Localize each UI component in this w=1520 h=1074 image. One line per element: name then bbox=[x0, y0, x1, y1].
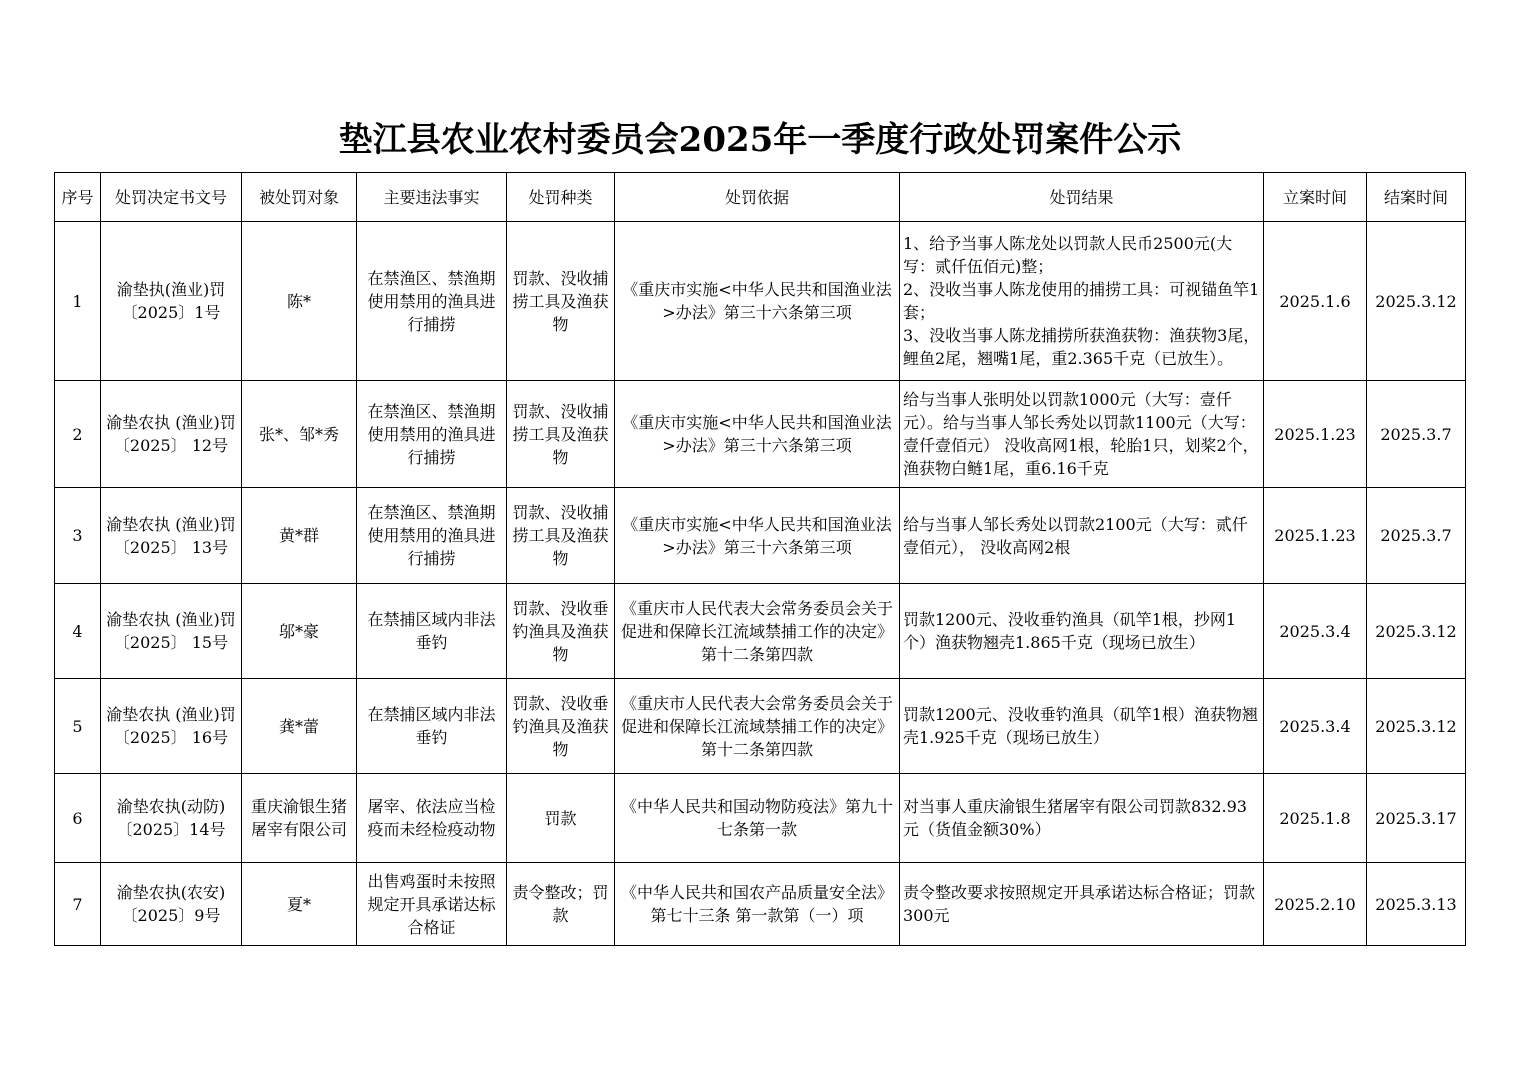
cell-party: 夏* bbox=[242, 863, 357, 946]
cell-party: 重庆渝银生猪屠宰有限公司 bbox=[242, 774, 357, 863]
cell-closed: 2025.3.17 bbox=[1367, 774, 1466, 863]
cell-party: 邬*豪 bbox=[242, 584, 357, 679]
cell-doc: 渝垫农执 (渔业)罚〔2025〕 13号 bbox=[101, 488, 242, 584]
header-no: 序号 bbox=[55, 173, 101, 222]
table-row bbox=[55, 381, 1466, 488]
cell-party: 黄*群 bbox=[242, 488, 357, 584]
cell-no: 5 bbox=[55, 679, 101, 774]
cell-basis: 《重庆市实施<中华人民共和国渔业法>办法》第三十六条第三项 bbox=[615, 488, 900, 584]
cell-facts: 在禁捕区域内非法垂钓 bbox=[357, 584, 507, 679]
header-party: 被处罚对象 bbox=[242, 173, 357, 222]
cell-result: 对当事人重庆渝银生猪屠宰有限公司罚款832.93元（货值金额30%） bbox=[900, 774, 1264, 863]
cell-filed: 2025.1.23 bbox=[1264, 381, 1367, 488]
cell-basis: 《中华人民共和国动物防疫法》第九十七条第一款 bbox=[615, 774, 900, 863]
cell-filed: 2025.1.6 bbox=[1264, 222, 1367, 381]
cell-basis: 《重庆市实施<中华人民共和国渔业法>办法》第三十六条第三项 bbox=[615, 222, 900, 381]
table-row bbox=[55, 774, 1466, 863]
cell-doc: 渝垫农执(农安)〔2025〕9号 bbox=[101, 863, 242, 946]
cell-facts: 在禁捕区域内非法垂钓 bbox=[357, 679, 507, 774]
cell-type: 责令整改；罚款 bbox=[507, 863, 615, 946]
cell-result bbox=[900, 381, 1264, 488]
header-basis: 处罚依据 bbox=[615, 173, 900, 222]
cell-doc: 渝垫农执 (渔业)罚〔2025〕 12号 bbox=[101, 381, 242, 488]
cell-closed: 2025.3.12 bbox=[1367, 679, 1466, 774]
cell-type: 罚款、没收垂钓渔具及渔获物 bbox=[507, 584, 615, 679]
cell-doc: 渝垫农执 (渔业)罚〔2025〕 15号 bbox=[101, 584, 242, 679]
header-doc: 处罚决定书文号 bbox=[101, 173, 242, 222]
cell-doc: 渝垫执(渔业)罚〔2025〕1号 bbox=[101, 222, 242, 381]
cell-filed: 2025.3.4 bbox=[1264, 584, 1367, 679]
table-row bbox=[55, 584, 1466, 679]
cell-type: 罚款 bbox=[507, 774, 615, 863]
cell-result: 罚款1200元、没收垂钓渔具（矶竿1根，抄网1个）渔获物翘壳1.865千克（现场已放生） bbox=[900, 584, 1264, 679]
table-row bbox=[55, 222, 1466, 381]
header-filed: 立案时间 bbox=[1264, 173, 1367, 222]
table-row bbox=[55, 863, 1466, 946]
cell-doc: 渝垫农执 (渔业)罚〔2025〕 16号 bbox=[101, 679, 242, 774]
cell-closed: 2025.3.12 bbox=[1367, 584, 1466, 679]
cell-filed: 2025.3.4 bbox=[1264, 679, 1367, 774]
cell-basis: 《中华人民共和国农产品质量安全法》第七十三条 第一款第（一）项 bbox=[615, 863, 900, 946]
header-result: 处罚结果 bbox=[900, 173, 1264, 222]
cell-no: 6 bbox=[55, 774, 101, 863]
cell-no: 2 bbox=[55, 381, 101, 488]
cell-result bbox=[900, 222, 1264, 381]
cell-facts: 在禁渔区、禁渔期使用禁用的渔具进行捕捞 bbox=[357, 222, 507, 381]
cell-no: 7 bbox=[55, 863, 101, 946]
cell-type: 罚款、没收捕捞工具及渔获物 bbox=[507, 222, 615, 381]
cell-result: 罚款1200元、没收垂钓渔具（矶竿1根）渔获物翘壳1.925千克（现场已放生） bbox=[900, 679, 1264, 774]
cell-result: 给与当事人邹长秀处以罚款2100元（大写：贰仟壹佰元）， 没收高网2根 bbox=[900, 488, 1264, 584]
cell-closed: 2025.3.13 bbox=[1367, 863, 1466, 946]
cell-party: 张*、邹*秀 bbox=[242, 381, 357, 488]
cell-no: 3 bbox=[55, 488, 101, 584]
cell-party: 陈* bbox=[242, 222, 357, 381]
cell-facts: 在禁渔区、禁渔期使用禁用的渔具进行捕捞 bbox=[357, 488, 507, 584]
cell-result-text: 给与当事人张明处以罚款1000元（大写：壹仟元）。给与当事人邹长秀处以罚款1100元（大写：壹仟壹佰元） 没收高网1根，轮胎1只，划桨2个，渔获物白鲢1尾，重6.16千克 bbox=[903, 390, 1259, 478]
cell-result: 责令整改要求按照规定开具承诺达标合格证；罚款300元 bbox=[900, 863, 1264, 946]
table-row bbox=[55, 679, 1466, 774]
cell-filed: 2025.2.10 bbox=[1264, 863, 1367, 946]
cell-result-text: 1、给予当事人陈龙处以罚款人民币2500元(大写：贰仟伍佰元)整； 2、没收当事人陈龙使用的捕捞工具：可视锚鱼竿1套； 3、没收当事人陈龙捕捞所获渔获物：渔获物3尾，鲤鱼2尾，翘嘴1尾，重2.365千克（已放生）。 bbox=[903, 234, 1260, 368]
cell-closed: 2025.3.7 bbox=[1367, 488, 1466, 584]
cell-basis: 《重庆市实施<中华人民共和国渔业法>办法》第三十六条第三项 bbox=[615, 381, 900, 488]
cell-type: 罚款、没收垂钓渔具及渔获物 bbox=[507, 679, 615, 774]
cell-filed: 2025.1.23 bbox=[1264, 488, 1367, 584]
cell-filed: 2025.1.8 bbox=[1264, 774, 1367, 863]
cell-type: 罚款、没收捕捞工具及渔获物 bbox=[507, 488, 615, 584]
cell-basis: 《重庆市人民代表大会常务委员会关于促进和保障长江流域禁捕工作的决定》第十二条第四款 bbox=[615, 679, 900, 774]
cell-facts: 出售鸡蛋时未按照规定开具承诺达标合格证 bbox=[357, 863, 507, 946]
cell-closed: 2025.3.7 bbox=[1367, 381, 1466, 488]
cell-facts: 在禁渔区、禁渔期使用禁用的渔具进行捕捞 bbox=[357, 381, 507, 488]
page-title: 垫江县农业农村委员会2025年一季度行政处罚案件公示 bbox=[338, 120, 1182, 160]
header-type: 处罚种类 bbox=[507, 173, 615, 222]
cell-type: 罚款、没收捕捞工具及渔获物 bbox=[507, 381, 615, 488]
penalty-cases-table bbox=[54, 172, 1466, 946]
cell-no: 1 bbox=[55, 222, 101, 381]
cell-party: 龚*蕾 bbox=[242, 679, 357, 774]
table-row bbox=[55, 488, 1466, 584]
header-closed: 结案时间 bbox=[1367, 173, 1466, 222]
cell-no: 4 bbox=[55, 584, 101, 679]
header-facts: 主要违法事实 bbox=[357, 173, 507, 222]
cell-closed: 2025.3.12 bbox=[1367, 222, 1466, 381]
cell-facts: 屠宰、依法应当检疫而未经检疫动物 bbox=[357, 774, 507, 863]
cell-doc: 渝垫农执(动防)〔2025〕14号 bbox=[101, 774, 242, 863]
cell-basis: 《重庆市人民代表大会常务委员会关于促进和保障长江流域禁捕工作的决定》第十二条第四款 bbox=[615, 584, 900, 679]
table-header-row bbox=[55, 173, 1466, 222]
